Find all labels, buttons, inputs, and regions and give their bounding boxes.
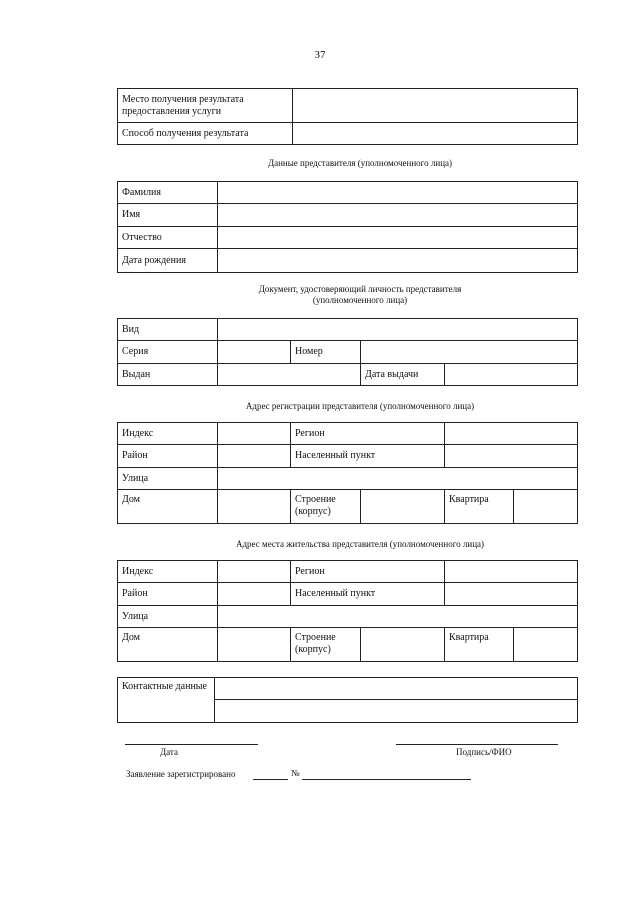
reg-region-field[interactable] <box>445 423 578 445</box>
reg-index-label: Индекс <box>118 423 218 445</box>
res-apartment-label: Квартира <box>445 628 514 662</box>
page-number: 37 <box>314 49 326 61</box>
res-locality-field[interactable] <box>445 583 578 606</box>
doc-number-field[interactable] <box>361 341 578 364</box>
reg-locality-label: Населенный пункт <box>291 445 445 468</box>
reg-index-field[interactable] <box>218 423 291 445</box>
res-index-field[interactable] <box>218 561 291 583</box>
id-doc-table <box>117 318 578 386</box>
doc-number-label: Номер <box>291 341 361 364</box>
reg-street-label: Улица <box>118 468 218 490</box>
reg-region-label: Регион <box>291 423 445 445</box>
doc-kind-field[interactable] <box>218 319 578 341</box>
res-index-label: Индекс <box>118 561 218 583</box>
doc-issue-date-field[interactable] <box>445 364 578 386</box>
reg-locality-field[interactable] <box>445 445 578 468</box>
registered-date-line[interactable] <box>253 779 288 780</box>
res-addr-table <box>117 560 578 662</box>
rep-data-table <box>117 181 578 273</box>
patronymic-label: Отчество <box>118 227 218 249</box>
reg-addr-table <box>117 422 578 524</box>
res-house-field[interactable] <box>218 628 291 662</box>
result-place-label: Место получения результата предоставления услуги <box>118 89 293 123</box>
id-doc-caption: Документ, удостоверяющий личность представителя (уполномоченного лица) <box>258 284 462 305</box>
res-district-field[interactable] <box>218 583 291 606</box>
surname-field[interactable] <box>218 182 578 204</box>
date-label: Дата <box>160 747 178 757</box>
result-table <box>117 88 578 145</box>
birth-date-label: Дата рождения <box>118 249 218 273</box>
contacts-field-1[interactable] <box>215 678 578 700</box>
res-addr-caption: Адрес места жительства представителя (уполномоченного лица) <box>235 539 485 549</box>
name-field[interactable] <box>218 204 578 227</box>
birth-date-field[interactable] <box>218 249 578 273</box>
result-method-label: Способ получения результата <box>118 123 293 145</box>
doc-issued-by-field[interactable] <box>218 364 361 386</box>
date-line[interactable] <box>125 744 258 745</box>
reg-street-field[interactable] <box>218 468 578 490</box>
doc-series-field[interactable] <box>218 341 291 364</box>
signature-line[interactable] <box>396 744 558 745</box>
name-label: Имя <box>118 204 218 227</box>
number-sign: № <box>291 768 300 778</box>
res-street-label: Улица <box>118 606 218 628</box>
res-building-field[interactable] <box>361 628 445 662</box>
res-house-label: Дом <box>118 628 218 662</box>
doc-issue-date-label: Дата выдачи <box>361 364 445 386</box>
reg-building-label: Строение (корпус) <box>291 490 361 524</box>
registered-label: Заявление зарегистрировано <box>126 769 236 779</box>
doc-issued-by-label: Выдан <box>118 364 218 386</box>
reg-district-label: Район <box>118 445 218 468</box>
reg-house-field[interactable] <box>218 490 291 524</box>
result-method-field[interactable] <box>293 123 578 145</box>
reg-building-field[interactable] <box>361 490 445 524</box>
result-place-field[interactable] <box>293 89 578 123</box>
reg-addr-caption: Адрес регистрации представителя (уполномоченного лица) <box>245 401 475 411</box>
doc-series-label: Серия <box>118 341 218 364</box>
surname-label: Фамилия <box>118 182 218 204</box>
reg-apartment-field[interactable] <box>514 490 578 524</box>
res-street-field[interactable] <box>218 606 578 628</box>
res-locality-label: Населенный пункт <box>291 583 445 606</box>
reg-apartment-label: Квартира <box>445 490 514 524</box>
res-district-label: Район <box>118 583 218 606</box>
res-region-field[interactable] <box>445 561 578 583</box>
contacts-table <box>117 677 578 723</box>
doc-kind-label: Вид <box>118 319 218 341</box>
res-region-label: Регион <box>291 561 445 583</box>
signature-label: Подпись/ФИО <box>456 747 512 757</box>
contacts-field-2[interactable] <box>215 700 578 723</box>
res-building-label: Строение (корпус) <box>291 628 361 662</box>
reg-district-field[interactable] <box>218 445 291 468</box>
contacts-label: Контактные данные <box>118 678 215 723</box>
reg-house-label: Дом <box>118 490 218 524</box>
rep-data-caption: Данные представителя (уполномоченного лица) <box>267 158 453 168</box>
res-apartment-field[interactable] <box>514 628 578 662</box>
registered-number-line[interactable] <box>302 779 471 780</box>
patronymic-field[interactable] <box>218 227 578 249</box>
